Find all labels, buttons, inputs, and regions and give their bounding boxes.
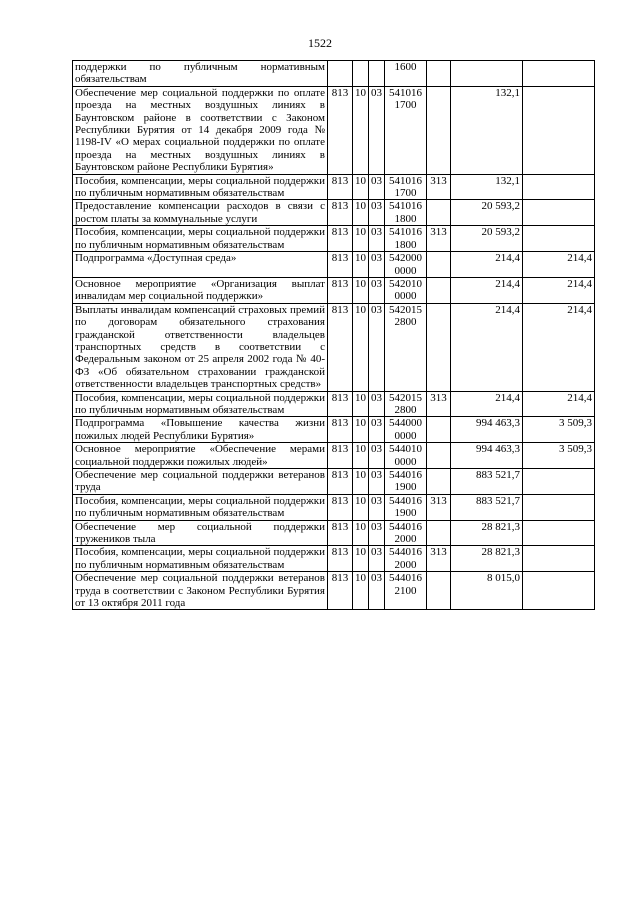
row-expense-type <box>427 572 451 610</box>
row-expense-type: 313 <box>427 546 451 572</box>
row-grbs: 813 <box>328 443 353 469</box>
row-amount-total: 883 521,7 <box>451 469 523 495</box>
row-section: 10 <box>353 391 369 417</box>
row-section: 10 <box>353 86 369 174</box>
row-amount-total: 28 821,3 <box>451 546 523 572</box>
table-row <box>73 86 595 174</box>
row-subsection: 03 <box>369 174 385 200</box>
table-row <box>73 546 595 572</box>
table-row <box>73 494 595 520</box>
row-expense-type: 313 <box>427 494 451 520</box>
row-section: 10 <box>353 572 369 610</box>
row-name: Предоставление компенсации расходов в связи с ростом платы за коммунальные услуги <box>73 200 328 226</box>
row-amount-subvention <box>523 520 595 546</box>
row-target-item: 544010 0000 <box>385 443 427 469</box>
row-expense-type <box>427 252 451 278</box>
row-name: Пособия, компенсации, меры социальной поддержки по публичным нормативным обязательствам <box>73 226 328 252</box>
row-section: 10 <box>353 443 369 469</box>
row-amount-total: 994 463,3 <box>451 417 523 443</box>
row-subsection: 03 <box>369 417 385 443</box>
row-subsection: 03 <box>369 200 385 226</box>
row-expense-type <box>427 417 451 443</box>
row-amount-total: 8 015,0 <box>451 572 523 610</box>
row-grbs: 813 <box>328 200 353 226</box>
row-name: Основное мероприятие «Организация выплат инвалидам мер социальной поддержки» <box>73 277 328 303</box>
row-section: 10 <box>353 546 369 572</box>
row-amount-subvention <box>523 61 595 87</box>
row-grbs: 813 <box>328 417 353 443</box>
row-expense-type <box>427 61 451 87</box>
row-grbs: 813 <box>328 391 353 417</box>
row-section: 10 <box>353 200 369 226</box>
row-expense-type <box>427 520 451 546</box>
row-expense-type <box>427 469 451 495</box>
row-amount-subvention: 214,4 <box>523 391 595 417</box>
row-amount-total: 20 593,2 <box>451 226 523 252</box>
table-row <box>73 226 595 252</box>
row-subsection: 03 <box>369 303 385 391</box>
row-section: 10 <box>353 494 369 520</box>
row-subsection: 03 <box>369 252 385 278</box>
row-subsection: 03 <box>369 546 385 572</box>
row-subsection: 03 <box>369 572 385 610</box>
table-row <box>73 252 595 278</box>
row-amount-subvention <box>523 494 595 520</box>
table-row <box>73 303 595 391</box>
row-section: 10 <box>353 174 369 200</box>
row-target-item: 544016 1900 <box>385 494 427 520</box>
table-row <box>73 417 595 443</box>
row-grbs: 813 <box>328 572 353 610</box>
row-grbs: 813 <box>328 494 353 520</box>
row-amount-subvention: 214,4 <box>523 252 595 278</box>
row-amount-subvention <box>523 469 595 495</box>
row-name: Подпрограмма «Повышение качества жизни пожилых людей Республики Бурятия» <box>73 417 328 443</box>
row-expense-type <box>427 86 451 174</box>
row-grbs: 813 <box>328 303 353 391</box>
row-name: Пособия, компенсации, меры социальной поддержки по публичным нормативным обязательствам <box>73 174 328 200</box>
row-section: 10 <box>353 303 369 391</box>
row-section: 10 <box>353 226 369 252</box>
row-amount-subvention <box>523 572 595 610</box>
row-section: 10 <box>353 277 369 303</box>
row-name: Обеспечение мер социальной поддержки по оплате проезда на местных воздушных линиях в Баунтовском районе в соответствии с Законом Республики Бурятия от 14 декабря 2009 года № 1198-IV «О мерах социальной поддержки по оплате проезда на местных воздушных линиях в Баунтовском районе Республики Бурятия» <box>73 86 328 174</box>
row-target-item: 544000 0000 <box>385 417 427 443</box>
table-row <box>73 520 595 546</box>
row-grbs: 813 <box>328 86 353 174</box>
row-subsection: 03 <box>369 520 385 546</box>
row-amount-total: 214,4 <box>451 391 523 417</box>
row-amount-subvention: 214,4 <box>523 303 595 391</box>
row-amount-subvention <box>523 226 595 252</box>
row-expense-type: 313 <box>427 174 451 200</box>
row-section: 10 <box>353 469 369 495</box>
row-target-item: 541016 1700 <box>385 86 427 174</box>
row-expense-type <box>427 200 451 226</box>
row-expense-type: 313 <box>427 391 451 417</box>
row-target-item: 544016 2000 <box>385 520 427 546</box>
row-amount-subvention <box>523 86 595 174</box>
row-target-item: 541016 1700 <box>385 174 427 200</box>
row-amount-subvention: 3 509,3 <box>523 443 595 469</box>
row-grbs: 813 <box>328 252 353 278</box>
row-target-item: 542010 0000 <box>385 277 427 303</box>
row-grbs: 813 <box>328 174 353 200</box>
table-row <box>73 200 595 226</box>
row-expense-type <box>427 443 451 469</box>
row-amount-total <box>451 61 523 87</box>
row-subsection: 03 <box>369 86 385 174</box>
row-name: Пособия, компенсации, меры социальной поддержки по публичным нормативным обязательствам <box>73 494 328 520</box>
row-amount-total: 994 463,3 <box>451 443 523 469</box>
row-grbs: 813 <box>328 226 353 252</box>
row-target-item: 542015 2800 <box>385 391 427 417</box>
row-target-item: 542000 0000 <box>385 252 427 278</box>
row-section <box>353 61 369 87</box>
table-row <box>73 174 595 200</box>
row-name: Выплаты инвалидам компенсаций страховых премий по договорам обязательного страхования гражданской ответственности владельцев транспортных средств в соответствии с Федеральным законом от 25 апреля 2002 года № 40-ФЗ «Об обязательном страховании гражданской ответственности владельцев транспортных средств» <box>73 303 328 391</box>
row-amount-subvention: 3 509,3 <box>523 417 595 443</box>
table-row <box>73 443 595 469</box>
page-number: 1522 <box>308 36 332 50</box>
row-subsection: 03 <box>369 226 385 252</box>
row-name: Основное мероприятие «Обеспечение мерами социальной поддержки пожилых людей» <box>73 443 328 469</box>
row-amount-subvention <box>523 174 595 200</box>
row-amount-total: 214,4 <box>451 303 523 391</box>
table-row <box>73 469 595 495</box>
row-section: 10 <box>353 252 369 278</box>
row-name: Пособия, компенсации, меры социальной поддержки по публичным нормативным обязательствам <box>73 546 328 572</box>
row-name: Подпрограмма «Доступная среда» <box>73 252 328 278</box>
row-amount-total: 214,4 <box>451 277 523 303</box>
table-row <box>73 391 595 417</box>
row-grbs <box>328 61 353 87</box>
row-name: Обеспечение мер социальной поддержки тружеников тыла <box>73 520 328 546</box>
row-name: поддержки по публичным нормативным обязательствам <box>73 61 328 87</box>
row-amount-subvention <box>523 200 595 226</box>
row-target-item: 544016 1900 <box>385 469 427 495</box>
table-row <box>73 572 595 610</box>
row-expense-type <box>427 277 451 303</box>
row-subsection: 03 <box>369 277 385 303</box>
row-amount-total: 132,1 <box>451 86 523 174</box>
row-amount-subvention <box>523 546 595 572</box>
row-target-item: 544016 2000 <box>385 546 427 572</box>
row-grbs: 813 <box>328 277 353 303</box>
budget-table-body <box>73 61 595 610</box>
row-subsection: 03 <box>369 391 385 417</box>
row-amount-total: 883 521,7 <box>451 494 523 520</box>
row-target-item: 544016 2100 <box>385 572 427 610</box>
row-subsection: 03 <box>369 443 385 469</box>
row-target-item: 1600 <box>385 61 427 87</box>
row-grbs: 813 <box>328 520 353 546</box>
row-name: Пособия, компенсации, меры социальной поддержки по публичным нормативным обязательствам <box>73 391 328 417</box>
table-row <box>73 277 595 303</box>
row-subsection <box>369 61 385 87</box>
row-amount-total: 28 821,3 <box>451 520 523 546</box>
row-name: Обеспечение мер социальной поддержки ветеранов труда <box>73 469 328 495</box>
row-target-item: 541016 1800 <box>385 226 427 252</box>
row-section: 10 <box>353 417 369 443</box>
row-section: 10 <box>353 520 369 546</box>
row-grbs: 813 <box>328 469 353 495</box>
table-row <box>73 61 595 87</box>
row-target-item: 542015 2800 <box>385 303 427 391</box>
row-amount-subvention: 214,4 <box>523 277 595 303</box>
row-name: Обеспечение мер социальной поддержки ветеранов труда в соответствии с Законом Республики Бурятия от 13 октября 2011 года <box>73 572 328 610</box>
row-expense-type <box>427 303 451 391</box>
row-expense-type: 313 <box>427 226 451 252</box>
row-amount-total: 20 593,2 <box>451 200 523 226</box>
row-subsection: 03 <box>369 494 385 520</box>
row-amount-total: 214,4 <box>451 252 523 278</box>
row-grbs: 813 <box>328 546 353 572</box>
budget-table <box>72 60 595 610</box>
row-subsection: 03 <box>369 469 385 495</box>
row-amount-total: 132,1 <box>451 174 523 200</box>
row-target-item: 541016 1800 <box>385 200 427 226</box>
